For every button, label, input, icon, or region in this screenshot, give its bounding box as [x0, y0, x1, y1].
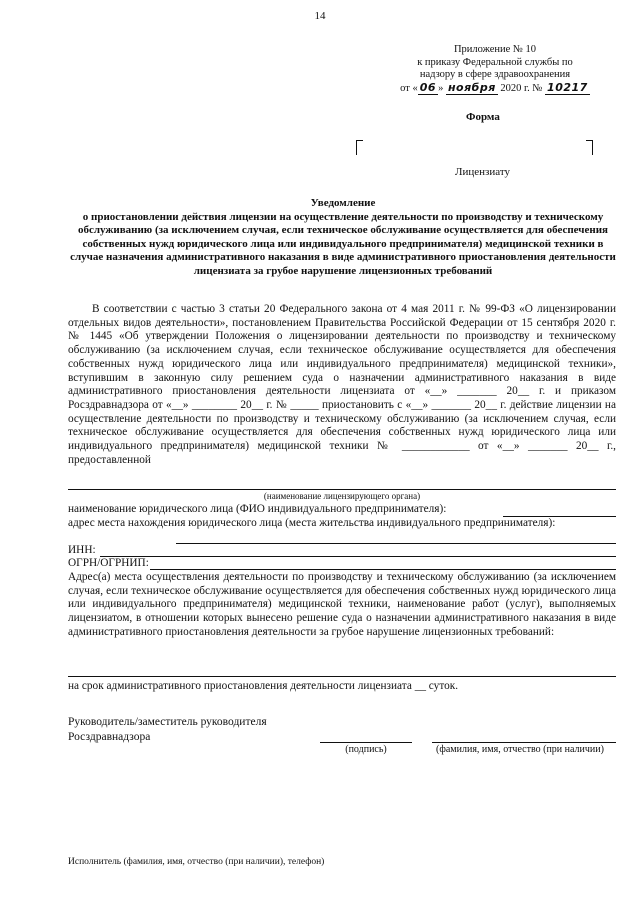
full-name-line — [432, 742, 616, 743]
activity-addresses-line — [68, 676, 616, 677]
ogrn-line — [150, 569, 616, 570]
org-name-line — [68, 489, 616, 490]
date-prefix: от « — [400, 82, 418, 94]
appendix-block — [380, 44, 610, 95]
position-line-2: Росздравнадзора — [68, 731, 151, 743]
address-line — [176, 543, 616, 544]
signature-caption: (подпись) — [345, 744, 387, 755]
signatory-position — [68, 715, 267, 745]
address-corner-right — [586, 140, 593, 155]
legal-name-label: наименование юридического лица (ФИО индивидуального предпринимателя): — [68, 503, 447, 515]
title-heading: Уведомление — [310, 197, 376, 209]
executor-line: Исполнитель (фамилия, имя, отчество (при наличии), телефон) — [68, 857, 325, 867]
position-line-1: Руководитель/заместитель руководителя — [68, 716, 267, 728]
address-corner-left — [356, 140, 363, 155]
inn-line — [100, 556, 616, 557]
activity-addresses-label: Адрес(а) места осуществления деятельности по производству и техническому обслуживанию (за исключением случая, если техническое обслуживание осуществляется для обеспечения собственных нужд юридического лица или индивидуального предпринимателя) медицинской техники, наименование работ (услуг), выполняемых лицензиатом, в отношении которых вынесено решение суда о назначении административного наказания в виде административного приостановления деятельности за грубое нарушение лицензионных требований: — [68, 571, 616, 638]
full-name-caption: (фамилия, имя, отчество (при наличии) — [436, 744, 604, 755]
licensee-label: Лицензиату — [455, 166, 510, 178]
ogrn-label: ОГРН/ОГРНИП: — [68, 557, 149, 569]
appendix-date-line — [380, 82, 610, 96]
term-text: на срок административного приостановления деятельности лицензиата __ суток. — [68, 680, 459, 692]
document-title — [70, 197, 616, 278]
address-label: адрес места нахождения юридического лица (места жительства индивидуального предпринимателя): — [68, 517, 556, 529]
appendix-line-2: к приказу Федеральной службы по — [417, 56, 573, 68]
page-number: 14 — [314, 10, 326, 22]
title-subtitle: о приостановлении действия лицензии на осуществление деятельности по производству и техническому обслуживанию (за исключением случая, если техническое обслуживание осуществляется для обеспечения собственных нужд юридического лица или индивидуального предпринимателя) медицинской техники в случае назначения административного наказания в виде административного приостановления деятельности лицензиата за грубое нарушение лицензионных требований — [70, 210, 616, 277]
org-name-caption: (наименование лицензирующего органа) — [263, 491, 421, 501]
handwritten-month: ноября — [447, 80, 496, 94]
handwritten-order-number: 10217 — [547, 80, 588, 94]
appendix-line-3: надзору в сфере здравоохранения — [419, 69, 571, 80]
form-label: Форма — [466, 111, 500, 123]
inn-label: ИНН: — [68, 544, 96, 556]
year-text: 2020 г. № — [497, 82, 546, 94]
handwritten-day: 06 — [419, 80, 437, 94]
main-paragraph: В соответствии с частью 3 статьи 20 Федерального закона от 4 мая 2011 г. № 99-ФЗ «О лицензировании отдельных видов деятельности», постановлением Правительства Российской Федерации от 15 сентября 2020 г. № 1445 «Об утверждении Положения о лицензировании деятельности по производству и техническому обслуживанию (за исключением случая, если техническое обслуживание осуществляется для обеспечения собственных нужд юридического лица или индивидуального предпринимателя) медицинской техники», вступившим в законную силу решением суда о назначении административного наказания в виде административного приостановления деятельности лицензиата от «__» _______ 20__ г. и приказом Росздравнадзора от «__» ________ 20__ г. № _____ приостановить с «__» _______ 20__ г. действие лицензии на осуществление деятельности по производству и техническому обслуживанию (за исключением случая, если техническое обслуживание осуществляется для обеспечения собственных нужд юридического лица или индивидуального предпринимателя) медицинской техники № ____________ от «__» _______ 20__ г., предоставленной — [68, 303, 616, 466]
date-mid: » — [438, 82, 446, 94]
appendix-line-1: Приложение № 10 — [453, 44, 537, 55]
signature-line — [320, 742, 412, 743]
